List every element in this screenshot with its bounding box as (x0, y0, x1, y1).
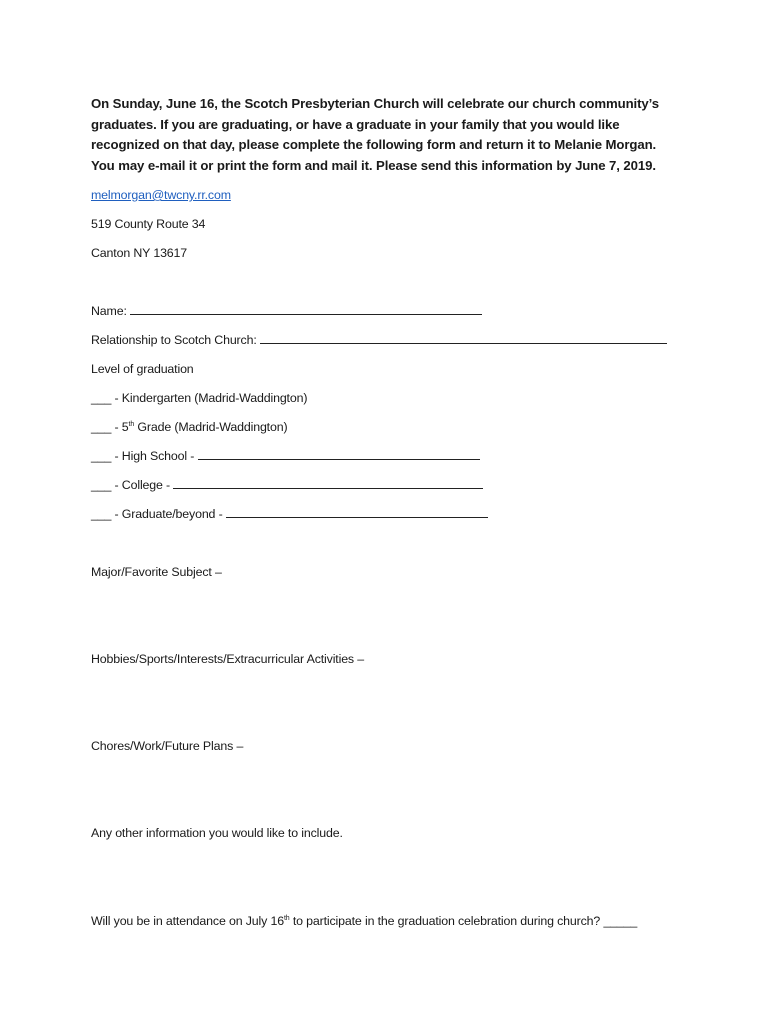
city-address: Canton NY 13617 (91, 246, 188, 260)
graduate-field[interactable] (226, 506, 488, 518)
relationship-row (91, 332, 667, 348)
name-row (91, 303, 482, 319)
major-label: Major/Favorite Subject – (91, 565, 222, 579)
option-label: - Graduate/beyond - (111, 507, 226, 521)
superscript: th (128, 421, 135, 428)
option-label: - High School - (111, 449, 198, 463)
option-graduate (91, 506, 488, 522)
option-label: Grade (Madrid-Waddington) (134, 420, 288, 434)
street-address: 519 County Route 34 (91, 217, 206, 231)
other-info-label: Any other information you would like to include. (91, 826, 343, 840)
intro-line: recognized on that day, please complete the following form and return it to Melanie Morgan. (91, 137, 657, 152)
option-fifth-grade (91, 419, 287, 435)
checkbox-blank[interactable]: ___ (91, 478, 112, 492)
superscript: th (283, 915, 290, 922)
relationship-label: Relationship to Scotch Church: (91, 333, 260, 347)
option-kindergarten (91, 390, 307, 406)
option-label: - Kindergarten (Madrid-Waddington) (111, 391, 308, 405)
option-college (91, 477, 483, 493)
attendance-row (91, 913, 637, 929)
high-school-field[interactable] (198, 448, 480, 460)
option-high-school (91, 448, 480, 464)
name-label: Name: (91, 304, 131, 318)
intro-line: graduates. If you are graduating, or have a graduate in your family that you would like (91, 116, 620, 132)
intro-paragraph (91, 94, 691, 176)
relationship-field[interactable] (260, 332, 667, 344)
option-label: - College - (111, 478, 174, 492)
checkbox-blank[interactable]: ___ (91, 449, 112, 463)
attendance-blank[interactable]: _____ (603, 914, 638, 928)
checkbox-blank[interactable]: ___ (91, 391, 112, 405)
email-line (91, 187, 231, 203)
level-heading: Level of graduation (91, 362, 194, 376)
hobbies-label: Hobbies/Sports/Interests/Extracurricular Activities – (91, 652, 365, 666)
option-label: - 5 (111, 420, 129, 434)
chores-label: Chores/Work/Future Plans – (91, 739, 244, 753)
email-link[interactable]: melmorgan@twcny.rr.com (91, 188, 231, 202)
name-field[interactable] (130, 303, 482, 315)
attendance-question: Will you be in attendance on July 16 (91, 914, 284, 928)
intro-line: On Sunday, June 16, the Scotch Presbyterian Church will celebrate our church community’s (91, 96, 659, 111)
intro-line: You may e-mail it or print the form and mail it. Please send this information by June 7, 2019. (91, 157, 656, 173)
college-field[interactable] (173, 477, 483, 489)
checkbox-blank[interactable]: ___ (91, 507, 112, 521)
attendance-question: to participate in the graduation celebration during church? (289, 914, 604, 928)
checkbox-blank[interactable]: ___ (91, 420, 112, 434)
